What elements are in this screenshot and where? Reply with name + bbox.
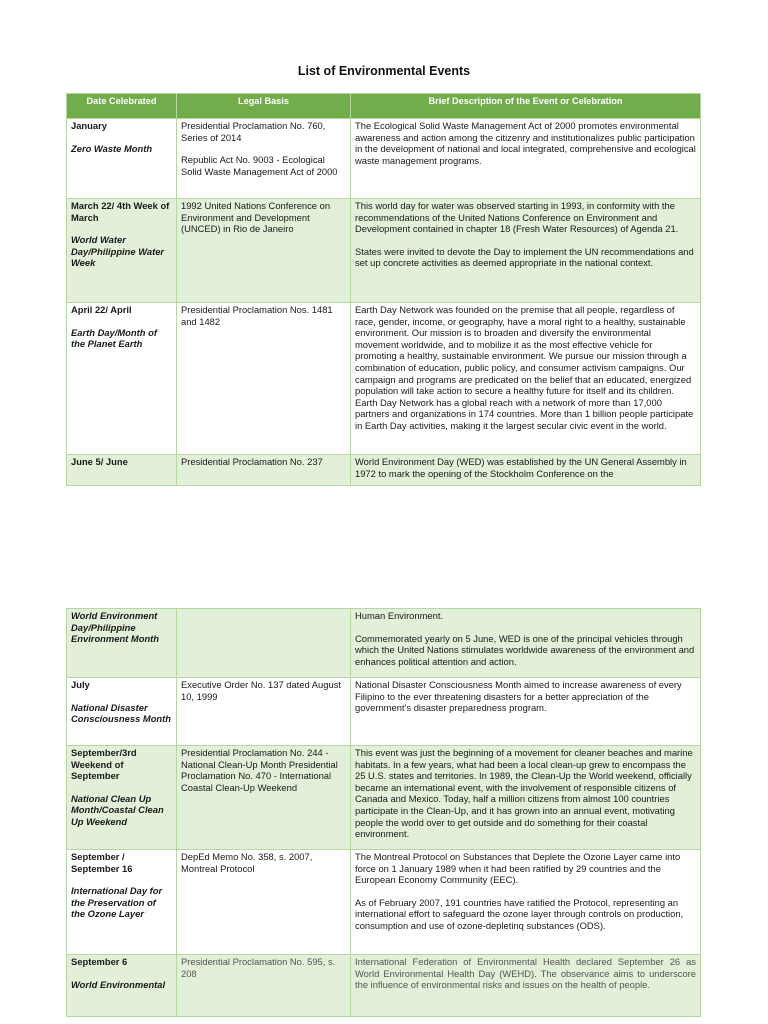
date-cell	[67, 119, 177, 199]
table-row	[67, 850, 701, 955]
date-text: September / September 16	[71, 851, 133, 874]
date-cell	[67, 199, 177, 303]
description-cell	[351, 455, 701, 486]
date-text: July	[71, 679, 90, 690]
legal-basis-text: Presidential Proclamation No. 244 - National Clean-Up Month Presidential Proclamation No. 470 - International Coastal Clean-Up Weekend	[181, 747, 338, 793]
description-cell	[351, 303, 701, 455]
event-name: Zero Waste Month	[71, 142, 153, 154]
date-cell	[67, 850, 177, 955]
legal-basis-text: Presidential Proclamation No. 237	[181, 456, 323, 467]
date-text: September/3rd Weekend of September	[71, 747, 137, 782]
events-table-page-2	[66, 608, 701, 1017]
legal-basis-cell	[177, 119, 351, 199]
date-text: January	[71, 120, 107, 131]
description-cell	[351, 199, 701, 303]
description-cell	[351, 678, 701, 746]
event-name: National Disaster Consciousness Month	[71, 701, 172, 725]
header-legal-basis: Legal Basis	[177, 94, 351, 119]
legal-basis-cell	[177, 199, 351, 303]
table-row	[67, 746, 701, 850]
description-cell	[351, 746, 701, 850]
description-text: This world day for water was observed starting in 1993, in conformity with the recommendations of the United Nations Conference on Environment and Development contained in chapter 18 (Fresh Water Resources) of Agenda 21.	[355, 200, 679, 235]
event-name: Earth Day/Month of the Planet Earth	[71, 326, 157, 350]
description-text: National Disaster Consciousness Month aimed to increase awareness of every Filipino to the ever threatening disasters for a better appreciation of the government’s disaster preparedness program.	[355, 679, 682, 714]
description-cell	[351, 609, 701, 678]
event-name: World Environmental	[71, 978, 166, 990]
event-name: World Environment Day/Philippine Environment Month	[71, 610, 160, 645]
table-row	[67, 678, 701, 746]
legal-basis-text: 1992 United Nations Conference on Environment and Development (UNCED) in Rio de Janeiro	[181, 200, 331, 235]
legal-basis-cell	[177, 955, 351, 1017]
description-cell	[351, 955, 701, 1017]
legal-basis-cell	[177, 303, 351, 455]
date-cell	[67, 455, 177, 486]
description-text: International Federation of Environmental Health declared September 26 as World Environmental Health Day (WEHD). The observance aims to underscore the influence of environmental risks and issues on the health of people.	[355, 956, 696, 991]
date-cell	[67, 609, 177, 678]
date-text: June 5/ June	[71, 456, 128, 467]
event-name: National Clean Up Month/Coastal Clean Up Weekend	[71, 792, 164, 827]
legal-basis-cell	[177, 678, 351, 746]
date-cell	[67, 303, 177, 455]
legal-basis-text: Executive Order No. 137 dated August 10, 1999	[181, 679, 341, 702]
description-text: Commemorated yearly on 5 June, WED is one of the principal vehicles through which the United Nations stimulates worldwide awareness of the environment and enhances political attention and action.	[355, 632, 695, 667]
description-text: The Ecological Solid Waste Management Act of 2000 promotes environmental awareness and action among the citizenry and institutionalizes public participation in the development of national and local integrated, comprehensive and ecological waste management programs.	[355, 120, 696, 166]
description-cell	[351, 850, 701, 955]
table-row	[67, 455, 701, 486]
description-text: Earth Day Network was founded on the premise that all people, regardless of race, gender, income, or geography, have a moral right to a healthy, sustainable environment. Our mission is to broaden and diversify the environmental movement worldwide, and to mobilize it as the most effective vehicle for promoting a healthy, sustainable environment. We pursue our mission through a combination of education, public policy, and consumer activism campaigns. Our campaign and programs are predicated on the belief that an educated, energized population will take action to secure a healthy future for itself and its children. Earth Day Network has a global reach with a network of more than 17,000 partners and organizations in 174 countries. More than 1 billion people participate in Earth Day activities, making it the largest secular civic event in the world.	[355, 304, 694, 431]
description-text: As of February 2007, 191 countries have ratified the Protocol, representing an international effort to safeguard the ozone layer through controls on production, consumption and use of ozone-depletinq substances (ODS).	[355, 896, 684, 931]
event-name: World Water Day/Philippine Water Week	[71, 234, 165, 269]
description-text: The Montreal Protocol on Substances that Deplete the Ozone Layer came into force on 1 January 1989 when it had been ratified by 29 countries and the European Economy Community (EEC).	[355, 851, 681, 886]
date-text: September 6	[71, 956, 128, 967]
description-text: This event was just the beginning of a movement for cleaner beaches and marine habitats. In a few years, what had been a local clean-up grew to encompass the 25 U.S. states and territories. In 1989, the Clean-Up the World weekend, officially became an international event, with the involvement of responsible citizens of Canada and Mexico. Today, half a million citizens from almost 100 countries participate in the Clean-Up, and it has grown into an annual event, motivating people the world over to get outside and do something for their coastal environment.	[355, 747, 693, 840]
legal-basis-text: Presidential Proclamation No. 760, Series of 2014	[181, 120, 326, 143]
description-cell	[351, 119, 701, 199]
header-description: Brief Description of the Event or Celebration	[351, 94, 701, 119]
table-header-row	[67, 94, 701, 119]
legal-basis-cell	[177, 609, 351, 678]
event-name: International Day for the Preservation of the Ozone Layer	[71, 885, 163, 920]
table-row	[67, 609, 701, 678]
date-cell	[67, 678, 177, 746]
description-text: States were invited to devote the Day to implement the UN recommendations and set up concrete activities as deemed appropriate in the national context.	[355, 245, 694, 269]
table-row	[67, 119, 701, 199]
table-row	[67, 199, 701, 303]
events-table-page-1	[66, 93, 701, 486]
legal-basis-text: Republic Act No. 9003 - Ecological Solid Waste Management Act of 2000	[181, 154, 338, 177]
legal-basis-text: Presidential Proclamation Nos. 1481 and 1482	[181, 304, 333, 327]
description-text: World Environment Day (WED) was established by the UN General Assembly in 1972 to mark the opening of the Stockholm Conference on the	[355, 456, 687, 479]
date-text: April 22/ April	[71, 304, 132, 315]
legal-basis-cell	[177, 850, 351, 955]
date-cell	[67, 746, 177, 850]
legal-basis-text: DepEd Memo No. 358, s. 2007, Montreal Protocol	[181, 851, 313, 874]
legal-basis-cell	[177, 746, 351, 850]
table-row	[67, 955, 701, 1017]
page-title: List of Environmental Events	[297, 64, 471, 78]
table-row	[67, 303, 701, 455]
legal-basis-text: Presidential Proclamation No. 595, s. 208	[181, 956, 336, 979]
legal-basis-cell	[177, 455, 351, 486]
description-text: Human Environment.	[355, 610, 444, 621]
date-cell	[67, 955, 177, 1017]
date-text: March 22/ 4th Week of March	[71, 200, 170, 223]
header-date-celebrated: Date Celebrated	[67, 94, 177, 119]
